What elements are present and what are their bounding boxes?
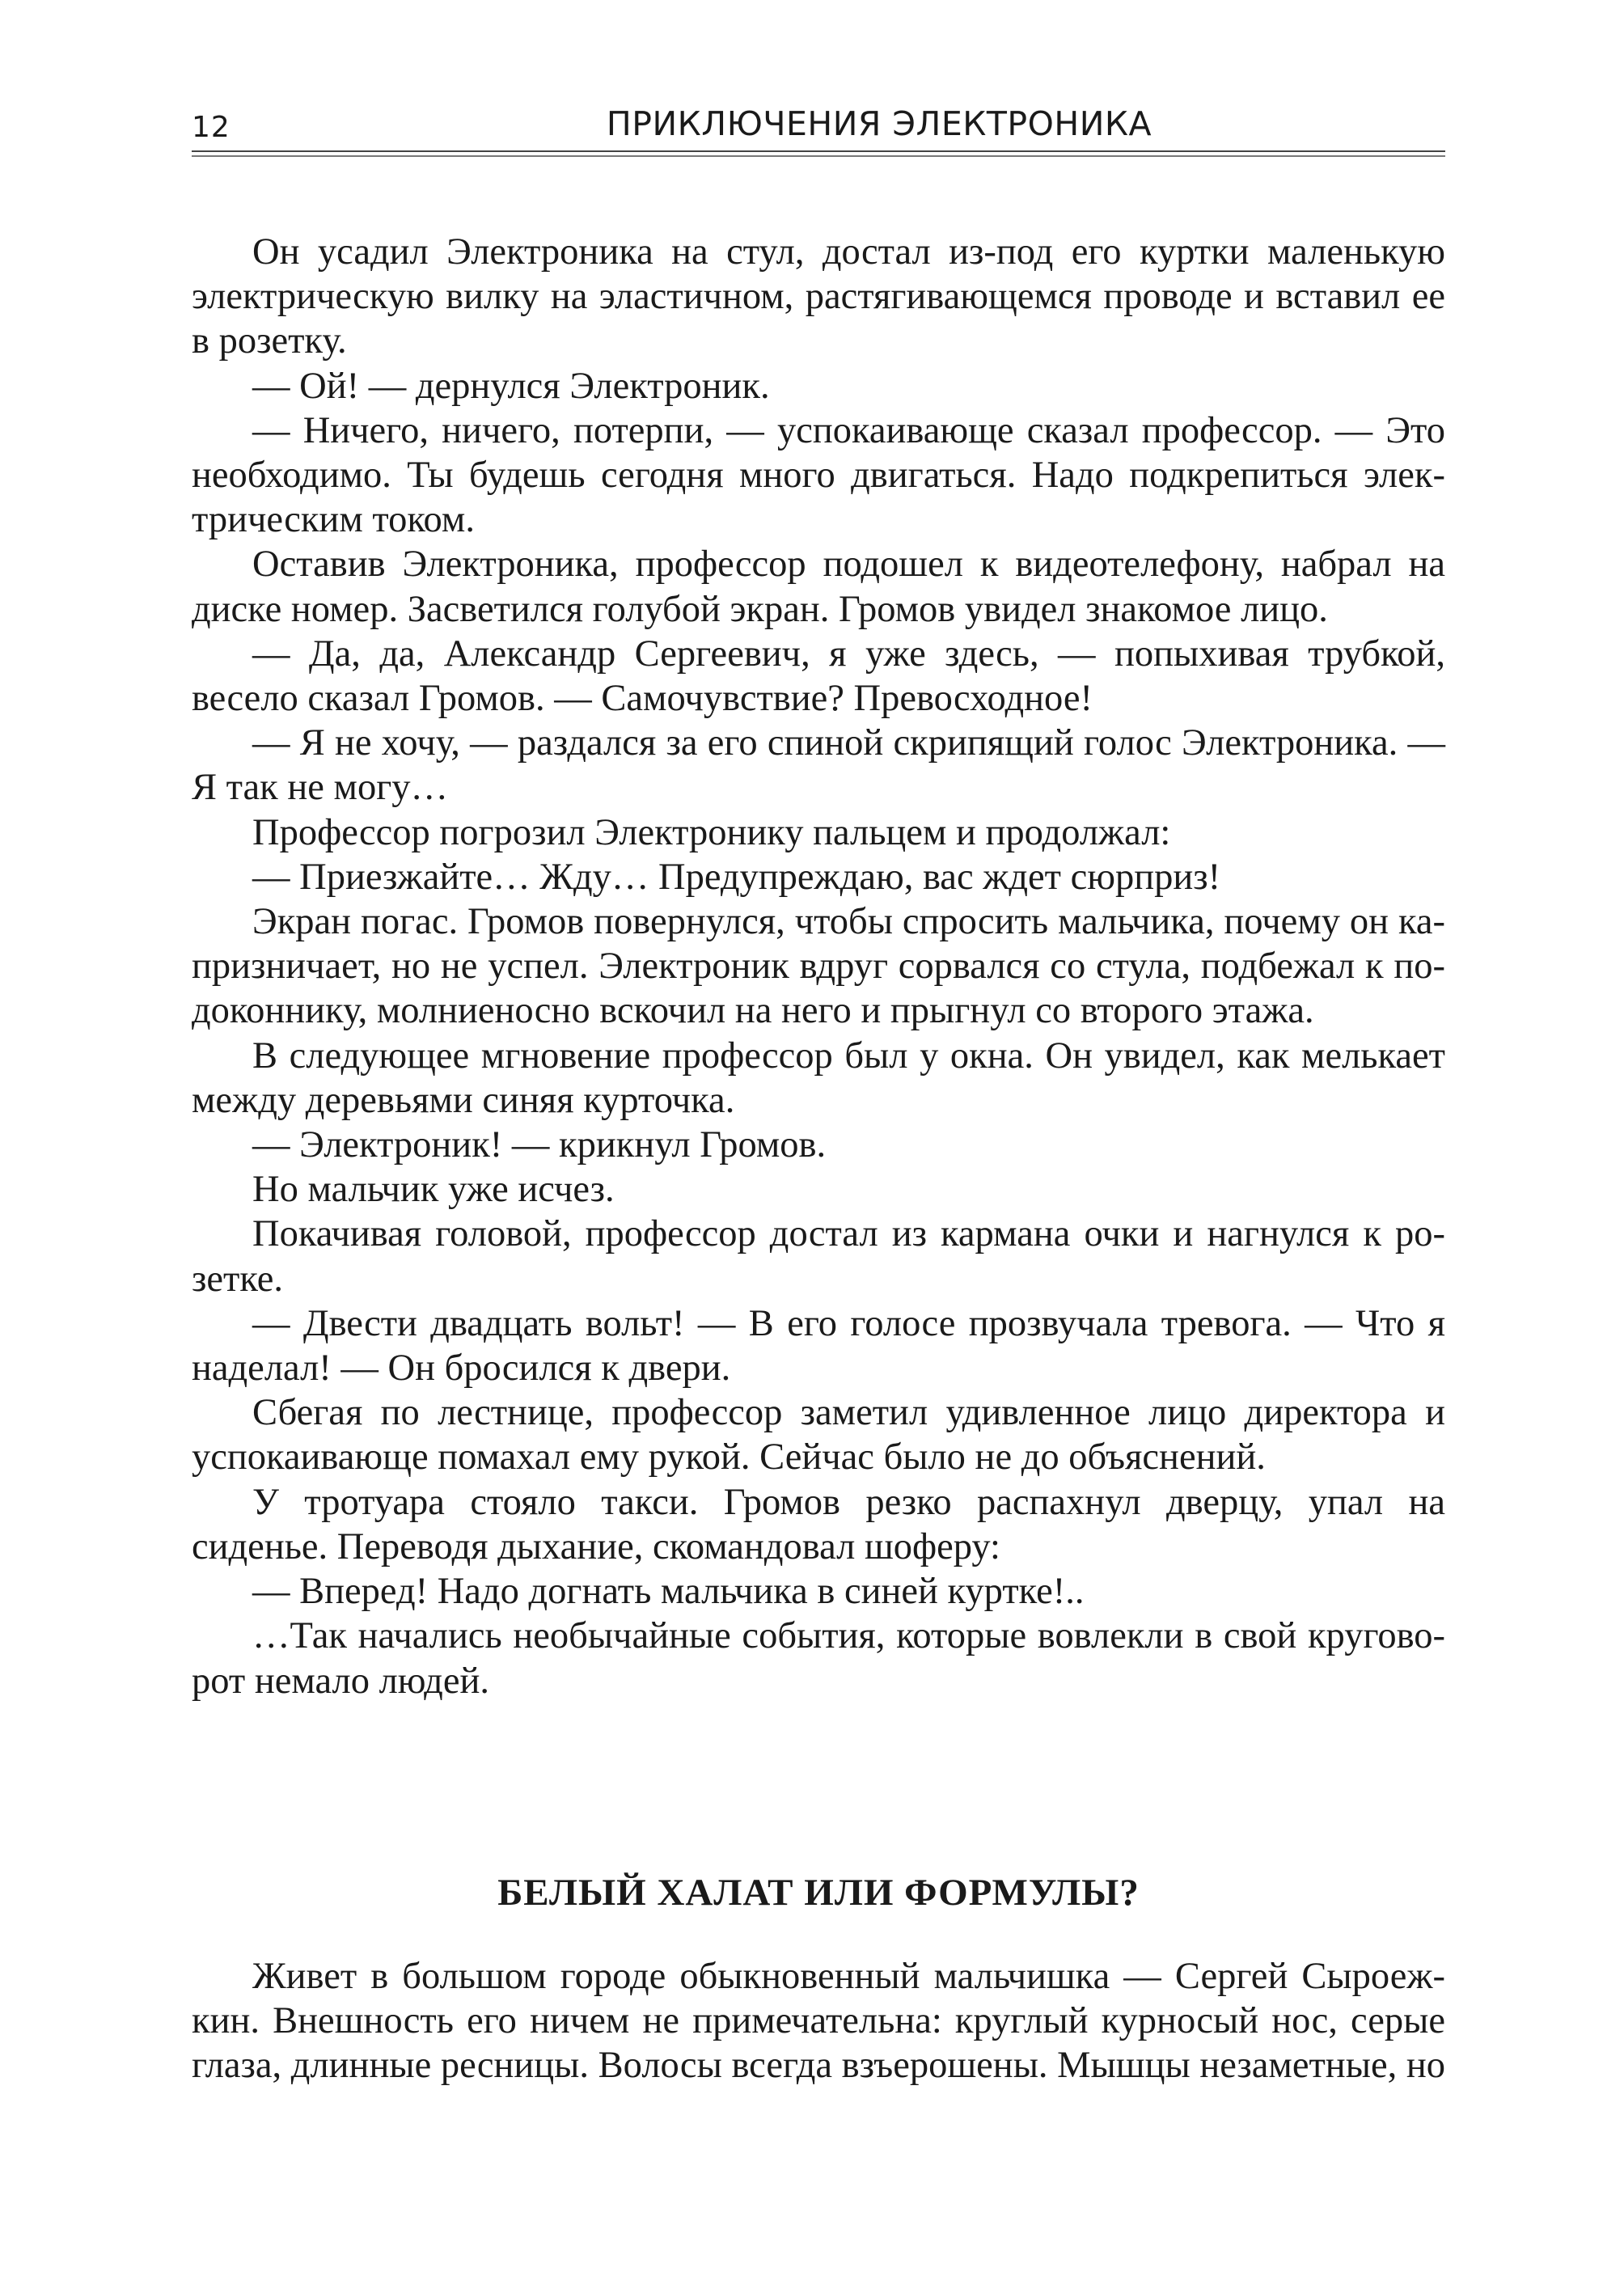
paragraph: Сбегая по лестнице, профессор заметил удивленное лицо директора и успокаивающе помахал ему рукой. Сейчас было не до объяснений. xyxy=(192,1392,1445,1479)
paragraph: — Я не хочу, — раздался за его спиной скрипящий голос Электроника. — Я так не могу… xyxy=(192,722,1445,809)
header-rule-secondary xyxy=(192,155,1445,157)
paragraph: — Электроник! — крикнул Громов. xyxy=(252,1124,827,1166)
running-header xyxy=(192,99,1445,150)
paragraph: Но мальчик уже исчез. xyxy=(252,1169,615,1211)
paragraph: У тротуара стояло такси. Громов резко распахнул дверцу, упал на сиденье. Переводя дыхание, скомандовал шоферу: xyxy=(192,1481,1445,1567)
paragraph: Экран погас. Громов повернулся, чтобы спросить мальчика, почему он капризничает, но не успел. Электроник вдруг сорвался со стула, подбежал к подоконнику, молниеносно вскочил на него и прыгнул со второго этажа. xyxy=(192,901,1445,1032)
header-rule xyxy=(192,150,1445,152)
paragraph: — Вперед! Надо догнать мальчика в синей куртке!.. xyxy=(252,1571,1085,1613)
paragraph: — Да, да, Александр Сергеевич, я уже здесь, — попыхивая трубкой, весело сказал Громов. — Самочувствие? Превосходное! xyxy=(192,632,1445,720)
paragraph: Профессор погрозил Электронику пальцем и продолжал: xyxy=(252,811,1171,853)
paragraph: — Ой! — дернулся Электроник. xyxy=(252,365,770,407)
paragraph: …Так начались необычайные события, которые вовлекли в свой круговорот немало людей. xyxy=(192,1615,1445,1702)
paragraph: Он усадил Электроника на стул, достал из-под его куртки маленькую электрическую вилку на эластичном, растягивающемся проводе и вставил ее в розетку. xyxy=(192,231,1445,362)
section-text xyxy=(192,1954,1445,2088)
chapter-text xyxy=(192,230,1445,1703)
paragraph: Живет в большом городе обыкновенный мальчишка — Сергей Сыроежкин. Внешность его ничем не примечательна: круглый курносый нос, серые глаза, длинные ресницы. Волосы всегда взъерошены. Мышцы незаметные, но xyxy=(192,1956,1445,2087)
paragraph: — Ничего, ничего, потерпи, — успокаивающе сказал профессор. — Это необходимо. Ты будешь сегодня много двигаться. Надо подкрепиться электрическим током. xyxy=(192,409,1445,541)
page-number: 12 xyxy=(192,111,230,144)
paragraph: Оставив Электроника, профессор подошел к видеотелефону, набрал на диске номер. Засветился голубой экран. Громов увидел знакомое лицо. xyxy=(192,544,1445,630)
paragraph: — Двести двадцать вольт! — В его голосе прозвучала тревога. — Что я наделал! — Он бросился к двери. xyxy=(192,1302,1445,1390)
paragraph: В следующее мгновение профессор был у окна. Он увидел, как мелькает между деревьями синяя курточка. xyxy=(192,1034,1445,1121)
running-title: ПРИКЛЮЧЕНИЯ ЭЛЕКТРОНИКА xyxy=(606,104,1152,143)
section-heading: БЕЛЫЙ ХАЛАТ ИЛИ ФОРМУЛЫ? xyxy=(497,1872,1140,1914)
paragraph: Покачивая головой, профессор достал из кармана очки и нагнулся к розетке. xyxy=(192,1213,1445,1300)
paragraph: — Приезжайте… Жду… Предупреждаю, вас ждет сюрприз! xyxy=(252,856,1221,898)
